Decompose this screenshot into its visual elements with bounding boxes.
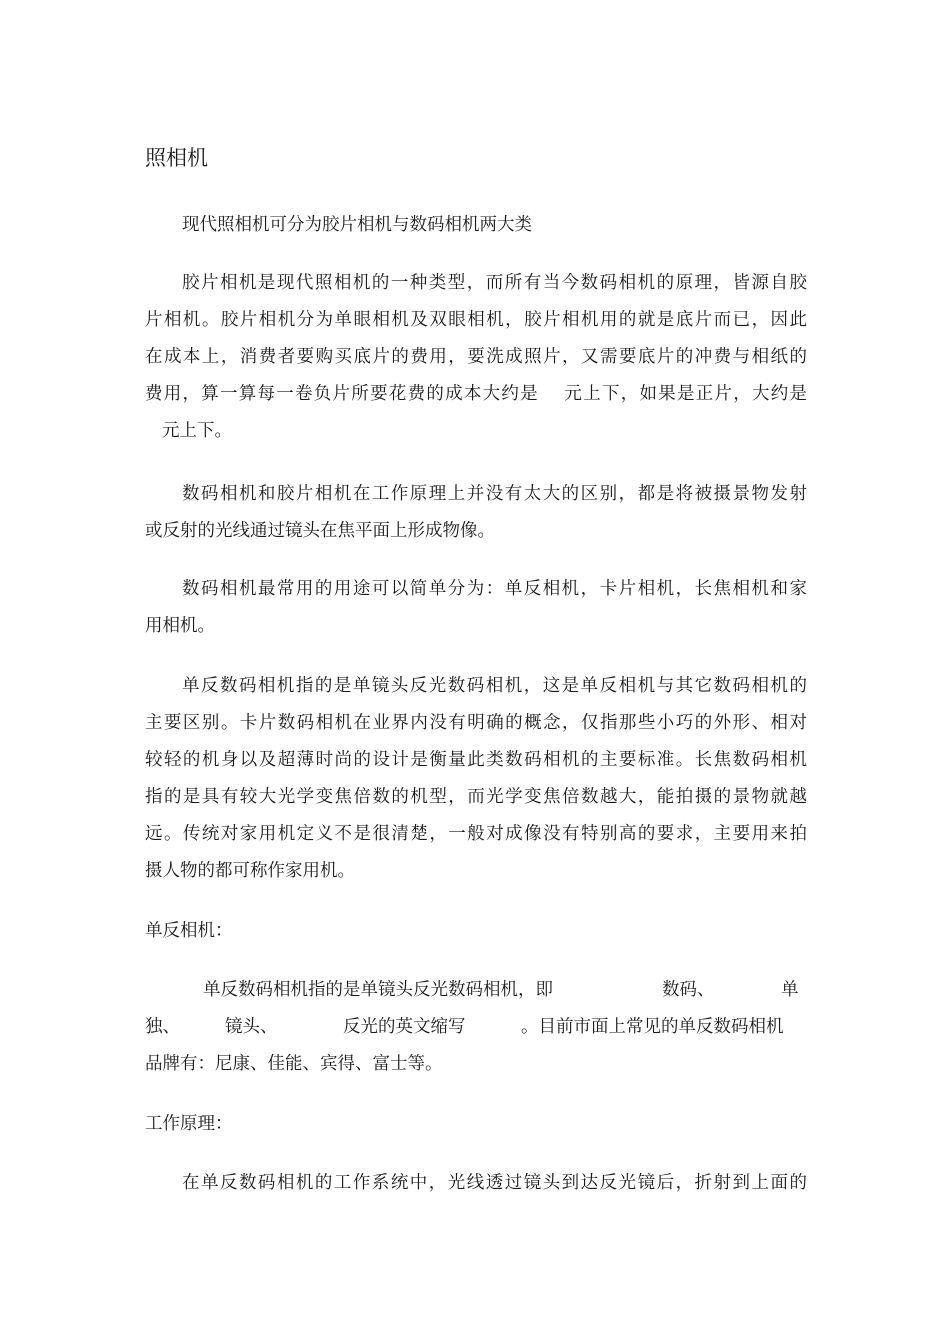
types-paragraph-line-3: 较轻的机身以及超薄时尚的设计是衡量此类数码相机的主要标准。长焦数码相机 [145,750,807,770]
types-paragraph-line-5: 远。传统对家用机定义不是很清楚，一般对成像没有特别高的要求，主要用来拍 [145,824,807,844]
principle-paragraph-line-1: 数码相机和胶片相机在工作原理上并没有太大的区别，都是将被摄景物发射 [182,484,807,504]
types-paragraph-line-4: 指的是具有较大光学变焦倍数的机型，而光学变焦倍数越大，能拍摄的景物就越 [145,787,807,807]
types-paragraph-line-2: 主要区别。卡片数码相机在业界内没有明确的概念，仅指那些小巧的外形、相对 [145,713,807,733]
work-paragraph-line-1: 在单反数码相机的工作系统中，光线透过镜头到达反光镜后，折射到上面的 [182,1173,807,1193]
slr-paragraph-line-1-text: 单反数码相机指的是单镜头反光数码相机，即 [203,980,553,1000]
film-paragraph-line-3: 在成本上，消费者要购买底片的费用，要洗成照片，又需要底片的冲费与相纸的 [145,347,807,367]
film-paragraph-line-5: 元上下。 [162,421,232,441]
document-title: 照相机 [145,146,208,170]
usage-paragraph-line-1: 数码相机最常用的用途可以简单分为：单反相机，卡片相机，长焦相机和家 [182,579,807,599]
slr-paragraph-line-2-text: 。目前市面上常见的单反数码相机 [521,1017,784,1037]
principle-paragraph-line-2: 或反射的光线通过镜头在焦平面上形成物像。 [145,521,495,541]
slr-paragraph-line-1-word-1: 数码、 [662,980,715,1000]
slr-heading: 单反相机： [145,921,233,941]
slr-paragraph-line-3: 品牌有：尼康、佳能、宾得、富士等。 [145,1054,443,1074]
intro-line: 现代照相机可分为胶片相机与数码相机两大类 [182,215,532,235]
slr-paragraph-line-2-word-1: 独、 [145,1017,180,1037]
film-paragraph-line-1: 胶片相机是现代照相机的一种类型，而所有当今数码相机的原理，皆源自胶 [182,273,807,293]
slr-paragraph-line-2-word-2: 镜头、 [225,1017,278,1037]
slr-paragraph-line-2-word-3: 反光的英文缩写 [343,1017,466,1037]
usage-paragraph-line-2: 用相机。 [145,616,215,636]
slr-paragraph-line-1-word-2: 单 [781,980,799,1000]
film-paragraph-line-4: 费用，算一算每一卷负片所要花费的成本大约是 元上下，如果是正片，大约是 [145,384,807,404]
work-principle-heading: 工作原理： [145,1114,233,1134]
types-paragraph-line-6: 摄人物的都可称作家用机。 [145,861,355,881]
film-paragraph-line-2: 片相机。胶片相机分为单眼相机及双眼相机，胶片相机用的就是底片而已，因此 [145,310,807,330]
types-paragraph-line-1: 单反数码相机指的是单镜头反光数码相机，这是单反相机与其它数码相机的 [182,676,807,696]
